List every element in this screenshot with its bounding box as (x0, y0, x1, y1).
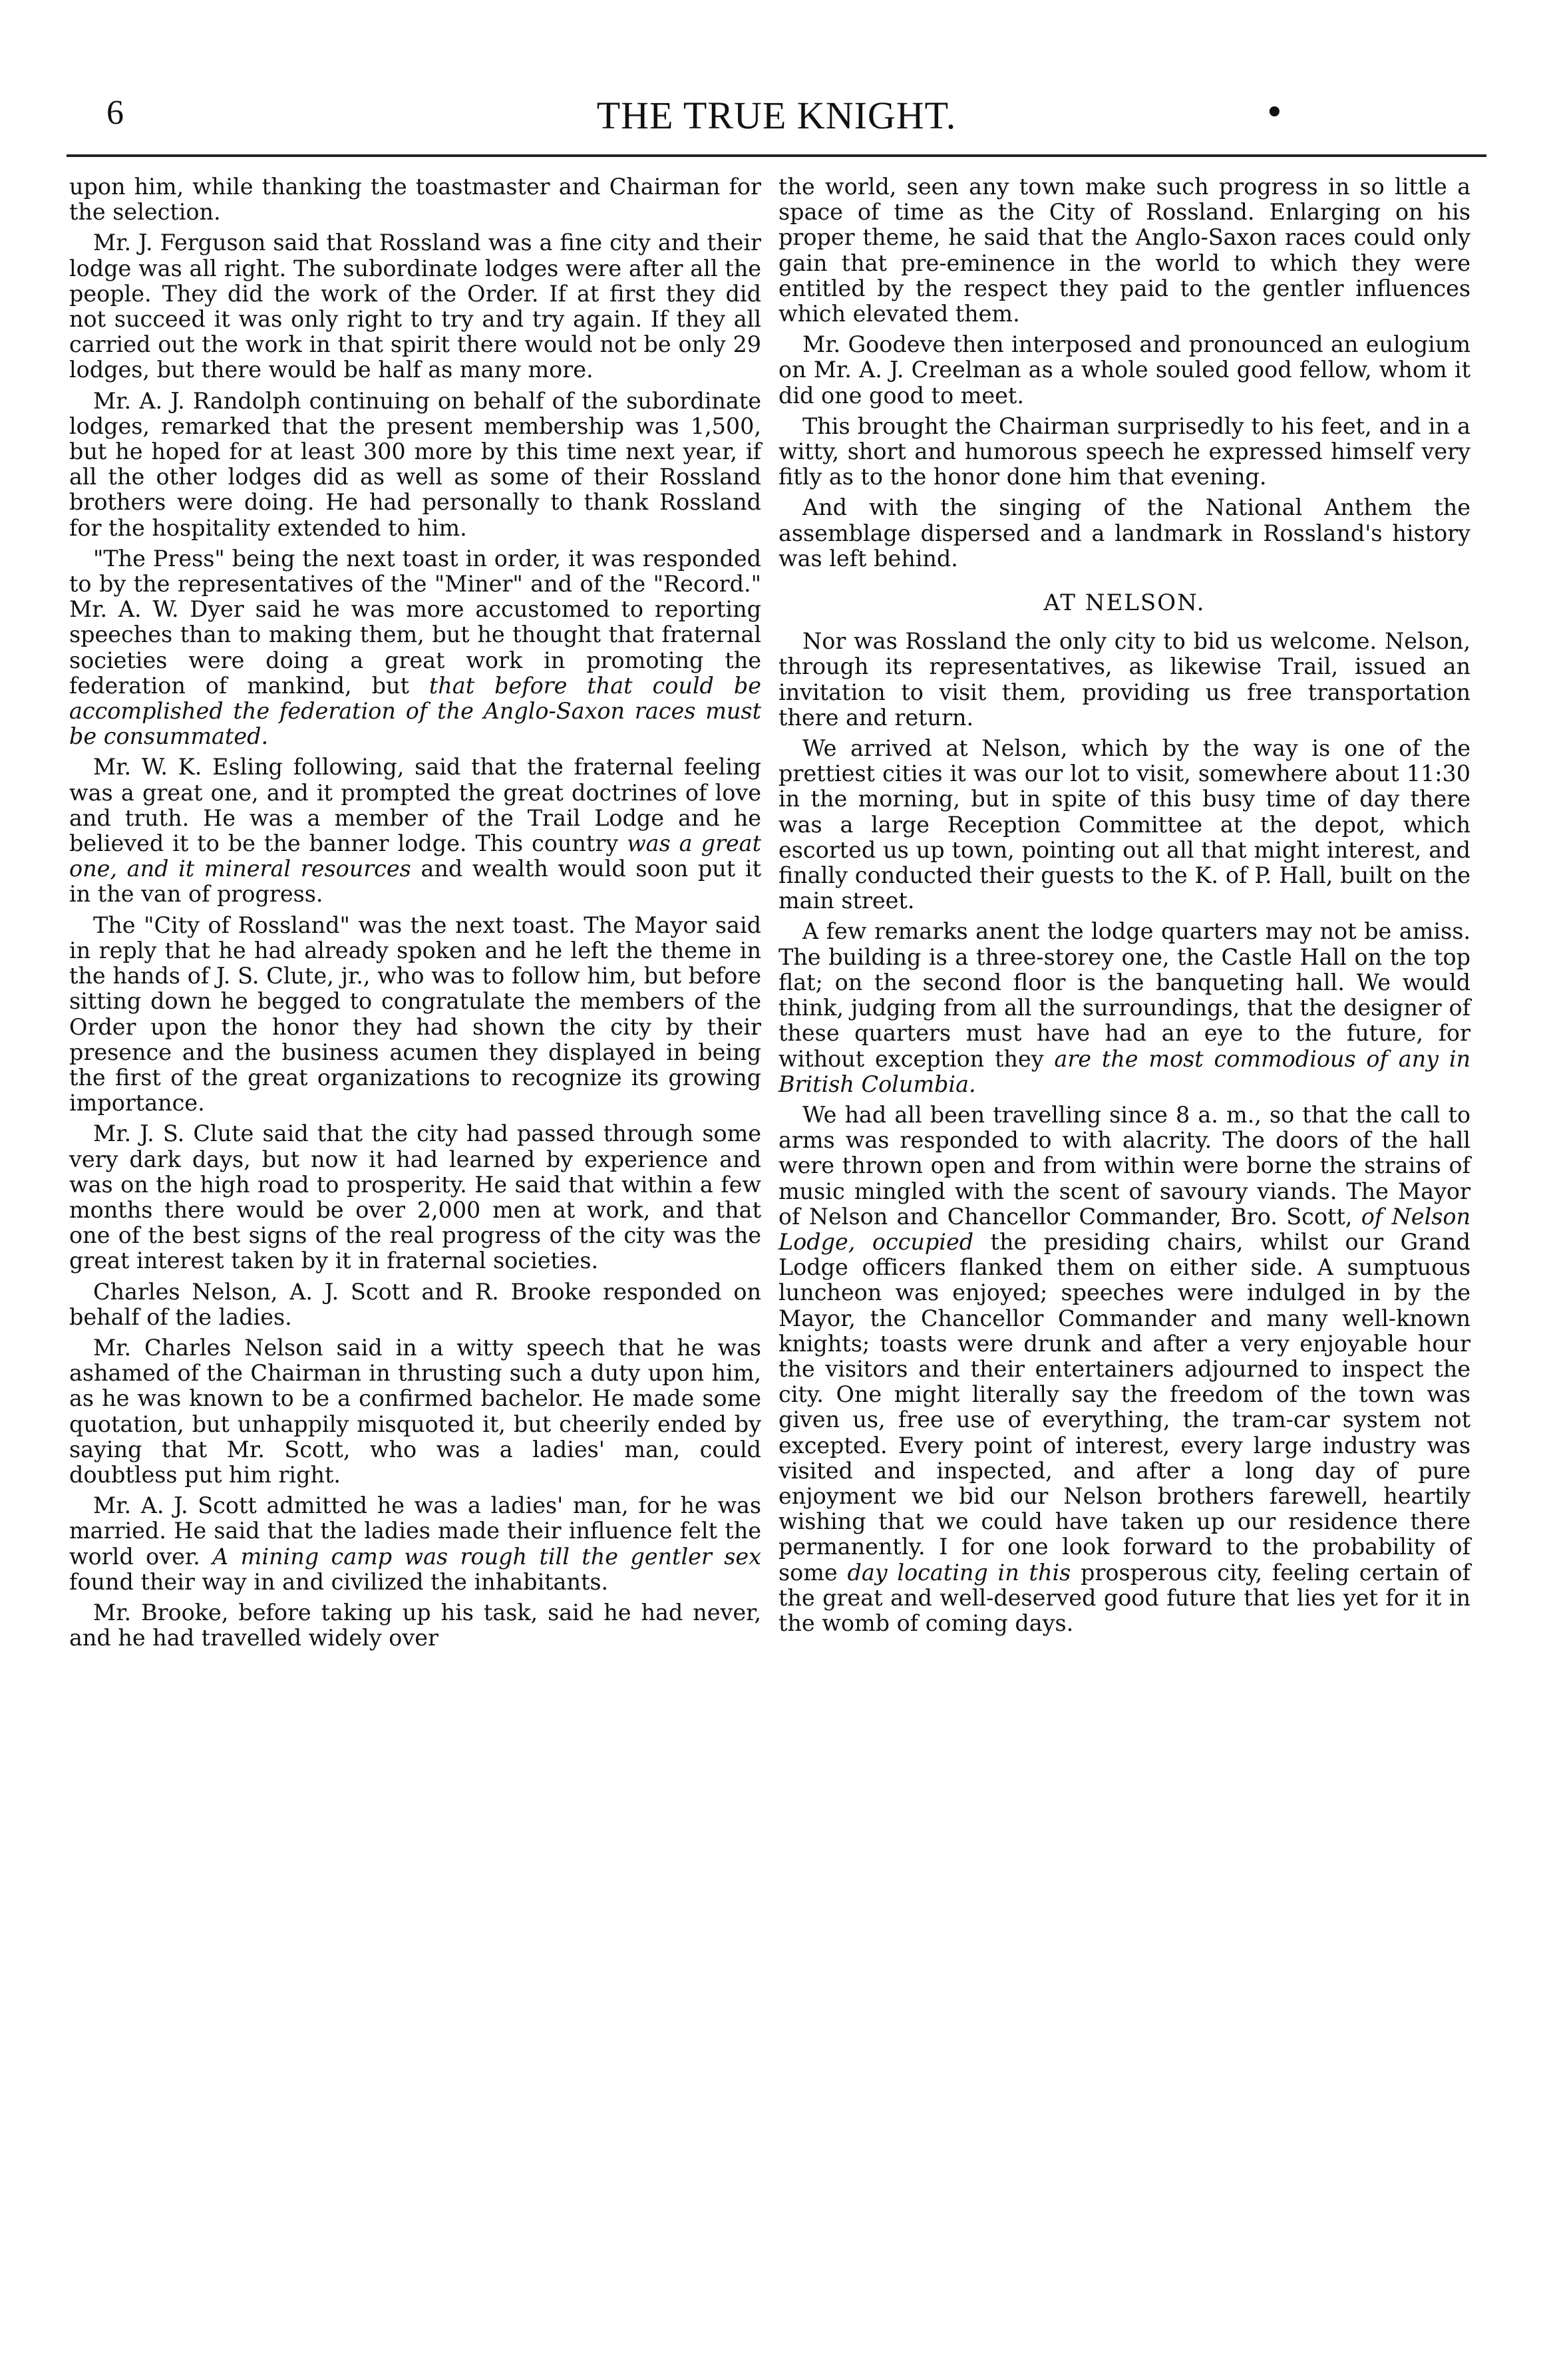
text-run: found their way in and civilized the inhabitants. (69, 1568, 609, 1595)
header-dot: • (1264, 93, 1285, 133)
paragraph: Nor was Rossland the only city to bid us welcome. Nelson, through its representatives, as likewise Trail, issued an invitation to visit them, providing us free transportation there and return. (778, 628, 1470, 731)
text-run: We had all been travelling since 8 a. m., so that the call to arms was responded to with alacrity. The doors of the hall were thrown open and from within were borne the strains of music mingled with the scent of savoury viands. The Mayor of Nelson and Chancellor Commander, Bro. Scott, (778, 1101, 1470, 1230)
paragraph: Charles Nelson, A. J. Scott and R. Brooke responded on behalf of the ladies. (69, 1278, 761, 1330)
paragraph: We arrived at Nelson, which by the way is one of the prettiest cities it was our lot to visit, somewhere about 11:30 in the morning, but in spite of this busy time of day there was a large Reception Committee at the depot, which escorted us up town, pointing out all that might interest, and finally conducted their guests to the K. of P. Hall, built on the main street. (778, 735, 1470, 914)
paragraph: Mr. J. Ferguson said that Rossland was a fine city and their lodge was all right. The subordinate lodges were after all the people. They did the work of the Order. If at first they did not succeed it was only right to try and try again. If they all carried out the work in that spirit there would not be only 29 lodges, but there would be half as many more. (69, 230, 761, 383)
italic-text: of Nelson Lodge, occupied (778, 1203, 1470, 1255)
paragraph (69, 755, 761, 907)
paragraph: This brought the Chairman surprisedly to his feet, and in a witty, short and humorous speech he expressed himself very fitly as to the honor done him that evening. (778, 413, 1470, 490)
paragraph: upon him, while thanking the toastmaster and Chairman for the selection. (69, 174, 761, 226)
paragraph (69, 1493, 761, 1595)
text-run: Mr. A. J. Scott admitted he was a ladies' man, for he was married. He said that the ladies made their influence felt the world over. (69, 1492, 761, 1570)
italic-text: that before that could be accomplished the federation of the Anglo-Saxon races must be consummated. (69, 672, 761, 750)
paragraph: the world, seen any town make such progress in so little a space of time as the City of Rossland. Enlarging on his proper theme, he said that the Anglo-Saxon races could only gain that pre-eminence in the world to which they were entitled by the respect they paid to the gentler influences which elevated them. (778, 174, 1470, 327)
page-header (67, 93, 1486, 146)
italic-text: A mining camp was rough till the gentler sex (212, 1543, 761, 1570)
paragraph: Mr. A. J. Randolph continuing on behalf of the subordinate lodges, remarked that the present membership was 1,500, but he hoped for at least 300 more by this time next year, if all the other lodges did as well as some of their Rossland brothers were doing. He had personally to thank Rossland for the hospitality extended to him. (69, 387, 761, 541)
paragraph: Mr. J. S. Clute said that the city had passed through some very dark days, but now it had learned by experience and was on the high road to prosperity. He said that within a few months there would be over 2,000 men at work, and that one of the best signs of the real progress of the city was the great interest taken by it in fraternal societies. (69, 1120, 761, 1274)
text-run: and wealth would soon put it in the van of progress. (69, 856, 761, 908)
paragraph: The "City of Rossland" was the next toast. The Mayor said in reply that he had already spoken and he left the theme in the hands of J. S. Clute, jr., who was to follow him, but before sitting down he begged to congratulate the members of the Order upon the honor they had shown the city by their presence and the business acumen they displayed in being the first of the great organizations to recognize its growing importance. (69, 912, 761, 1116)
paragraph (778, 919, 1470, 1097)
text-run: "The Press" being the next toast in order, it was responded to by the representatives of the "Miner" and of the "Record." Mr. A. W. Dyer said he was more accustomed to reporting speeches than to making them, but he thought that fraternal societies were doing a great work in promoting the federation of mankind, but (69, 545, 761, 699)
paragraph: And with the singing of the National Anthem the assemblage dispersed and a landmark in Rossland's history was left behind. (778, 494, 1470, 572)
italic-text: are the most commodious of any in British Columbia. (778, 1045, 1471, 1097)
right-column (778, 174, 1470, 1641)
italic-text: day locating in this (847, 1559, 1071, 1586)
text-run: the presiding chairs, whilst our Grand Lodge officers flanked them on either side. A sumptuous luncheon was enjoyed; speeches were indulged in by the Mayor, the Chancellor Commander and many well-known knights; toasts were drunk and after a very enjoyable hour the visitors and their entertainers adjourned to inspect the city. One might literally say the freedom of the town was given us, free use of everything, the tram-car system not excepted. Every point of interest, every large industry was visited and inspected, and after a long day of pure enjoyment we bid our Nelson brothers farewell, heartily wishing that we could have taken up our residence there permanently. I for one look forward to the probability of some (778, 1228, 1470, 1586)
paragraph: Mr. Charles Nelson said in a witty speech that he was ashamed of the Chairman in thrusting such a duty upon him, as he was known to be a confirmed bachelor. He made some quotation, but unhappily misquoted it, but cheerily ended by saying that Mr. Scott, who was a ladies' man, could doubtless put him right. (69, 1334, 761, 1488)
text-run: prosperous city, feeling certain of the great and well-deserved good future that lies yet for it in the womb of coming days. (778, 1559, 1470, 1636)
paragraph (69, 546, 761, 750)
paragraph (778, 1103, 1470, 1636)
left-column (69, 174, 761, 1656)
text-run: A few remarks anent the lodge quarters may not be amiss. The building is a three-storey one, the Castle Hall on the top flat; on the second floor is the banqueting hall. We would think, judging from all the surroundings, that the designer of these quarters must have had an eye to the future, for without exception they (778, 918, 1470, 1072)
newspaper-title: THE TRUE KNIGHT. (596, 94, 957, 137)
header-rule (67, 154, 1486, 157)
italic-text: was a great one, and it mineral resources (69, 830, 761, 882)
page-number: 6 (106, 94, 124, 132)
section-heading: AT NELSON. (1043, 590, 1206, 617)
paragraph: Mr. Brooke, before taking up his task, said he had never, and he had travelled widely over (69, 1599, 761, 1651)
paragraph: Mr. Goodeve then interposed and pronounced an eulogium on Mr. A. J. Creelman as a whole souled good fellow, whom it did one good to meet. (778, 331, 1470, 409)
text-run: Mr. W. K. Esling following, said that the fraternal feeling was a great one, and it prompted the great doctrines of love and truth. He was a member of the Trail Lodge and he believed it to be the banner lodge. This country (69, 754, 761, 857)
